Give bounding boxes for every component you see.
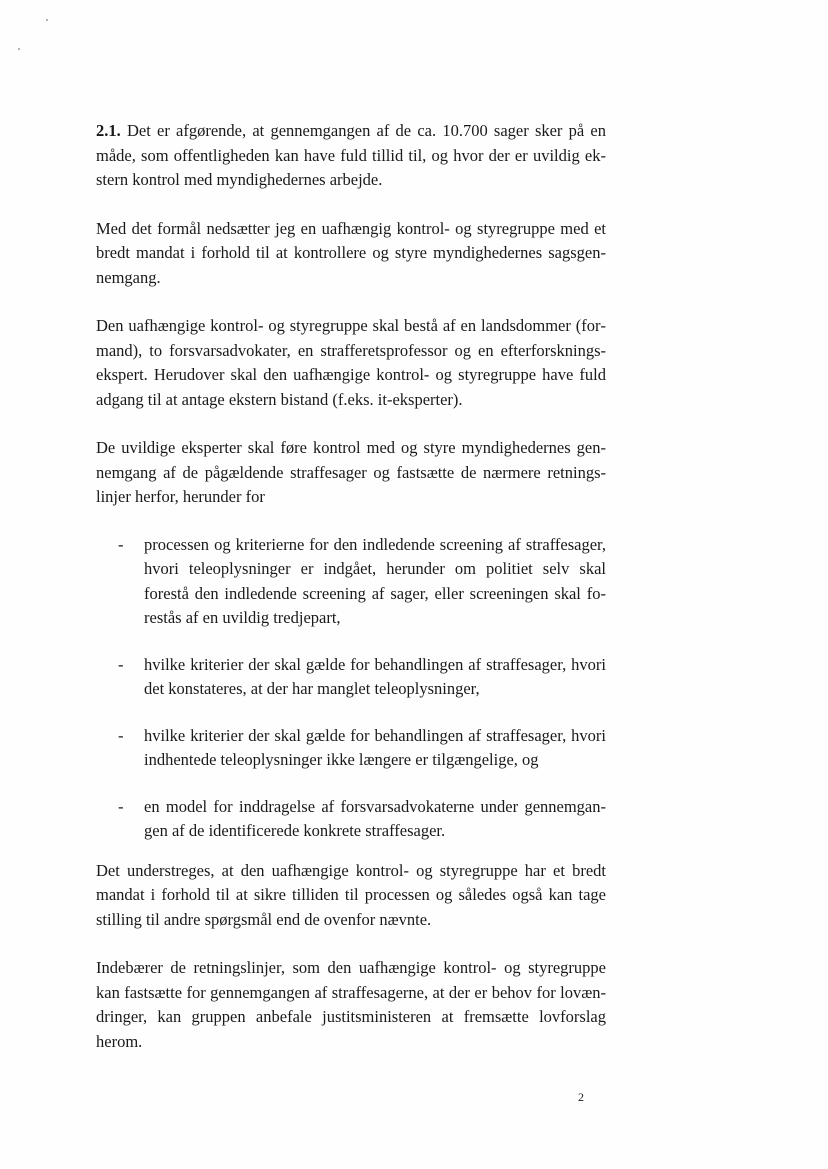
- paragraph-group-composition: Den uafhængige kontrol- og styregruppe skal bestå af en landsdommer (formand), to forsvarsadvokater, en strafferetsprofessor og en efterforskningsekspert. Herudover skal den uafhængige kontrol- og styregruppe have fuld adgang til at antage ekstern bistand (f.eks. it-eksperter).: [96, 316, 606, 409]
- list-dash: -: [118, 654, 124, 674]
- list-item-text: hvilke kriterier der skal gælde for behandlingen af straffesager, hvori indhentede teleoplysninger ikke længere er tilgængelige, og: [144, 725, 606, 769]
- list-dash: -: [118, 534, 124, 554]
- paragraph-control-group: Med det formål nedsætter jeg en uafhængig kontrol- og styregruppe med et bredt mandat i forhold til at kontrollere og styre myndighedernes sagsgennemgang.: [96, 218, 606, 287]
- list-item-text: en model for inddragelse af forsvarsadvokaterne under gennemgangen af de identificerede konkrete straffesager.: [144, 796, 606, 840]
- guideline-list: [96, 533, 606, 844]
- list-item: [96, 653, 606, 702]
- scan-speck: [46, 19, 48, 21]
- paragraph-broad-mandate: Det understreges, at den uafhængige kontrol- og styregruppe har et bredt mandat i forhold til at sikre tilliden til processen og således også kan tage stilling til andre spørgsmål end de ovenfor nævnte.: [96, 860, 606, 929]
- paragraph-legislation: Indebærer de retningslinjer, som den uafhængige kontrol- og styregruppe kan fastsætte for gennemgangen af straffesagerne, at der er behov for lovændringer, kan gruppen anbefale justitsministeren at fremsætte lovforslag herom.: [96, 958, 606, 1051]
- page-number: 2: [578, 1090, 584, 1104]
- section-number: 2.1.: [96, 121, 121, 140]
- paragraph-section-2-1: [96, 119, 606, 193]
- list-item-text: processen og kriterierne for den indledende screening af straffesager, hvori teleoplysninger er indgået, herunder om politiet selv skal forestå den indledende screening af sager, eller screeningen skal forestås af en uvildig tredjepart,: [144, 534, 606, 627]
- list-item-text: hvilke kriterier der skal gælde for behandlingen af straffesager, hvori det konstateres, at der har manglet teleoplysninger,: [144, 654, 606, 698]
- document-body: [96, 119, 606, 1054]
- list-item: [96, 533, 606, 631]
- scan-speck: [18, 48, 20, 50]
- list-item: [96, 724, 606, 773]
- list-dash: -: [118, 725, 124, 745]
- paragraph-text: Det er afgørende, at gennemgangen af de ca. 10.700 sager sker på en måde, som offentligheden kan have fuld tillid til, og hvor der er uvildig ekstern kontrol med myndighedernes arbejde.: [96, 121, 606, 189]
- paragraph-expert-tasks: De uvildige eksperter skal føre kontrol med og styre myndighedernes gennemgang af de pågældende straffesager og fastsætte de nærmere retningslinjer herfor, herunder for: [96, 438, 606, 506]
- list-item: [96, 795, 606, 844]
- list-dash: -: [118, 796, 124, 816]
